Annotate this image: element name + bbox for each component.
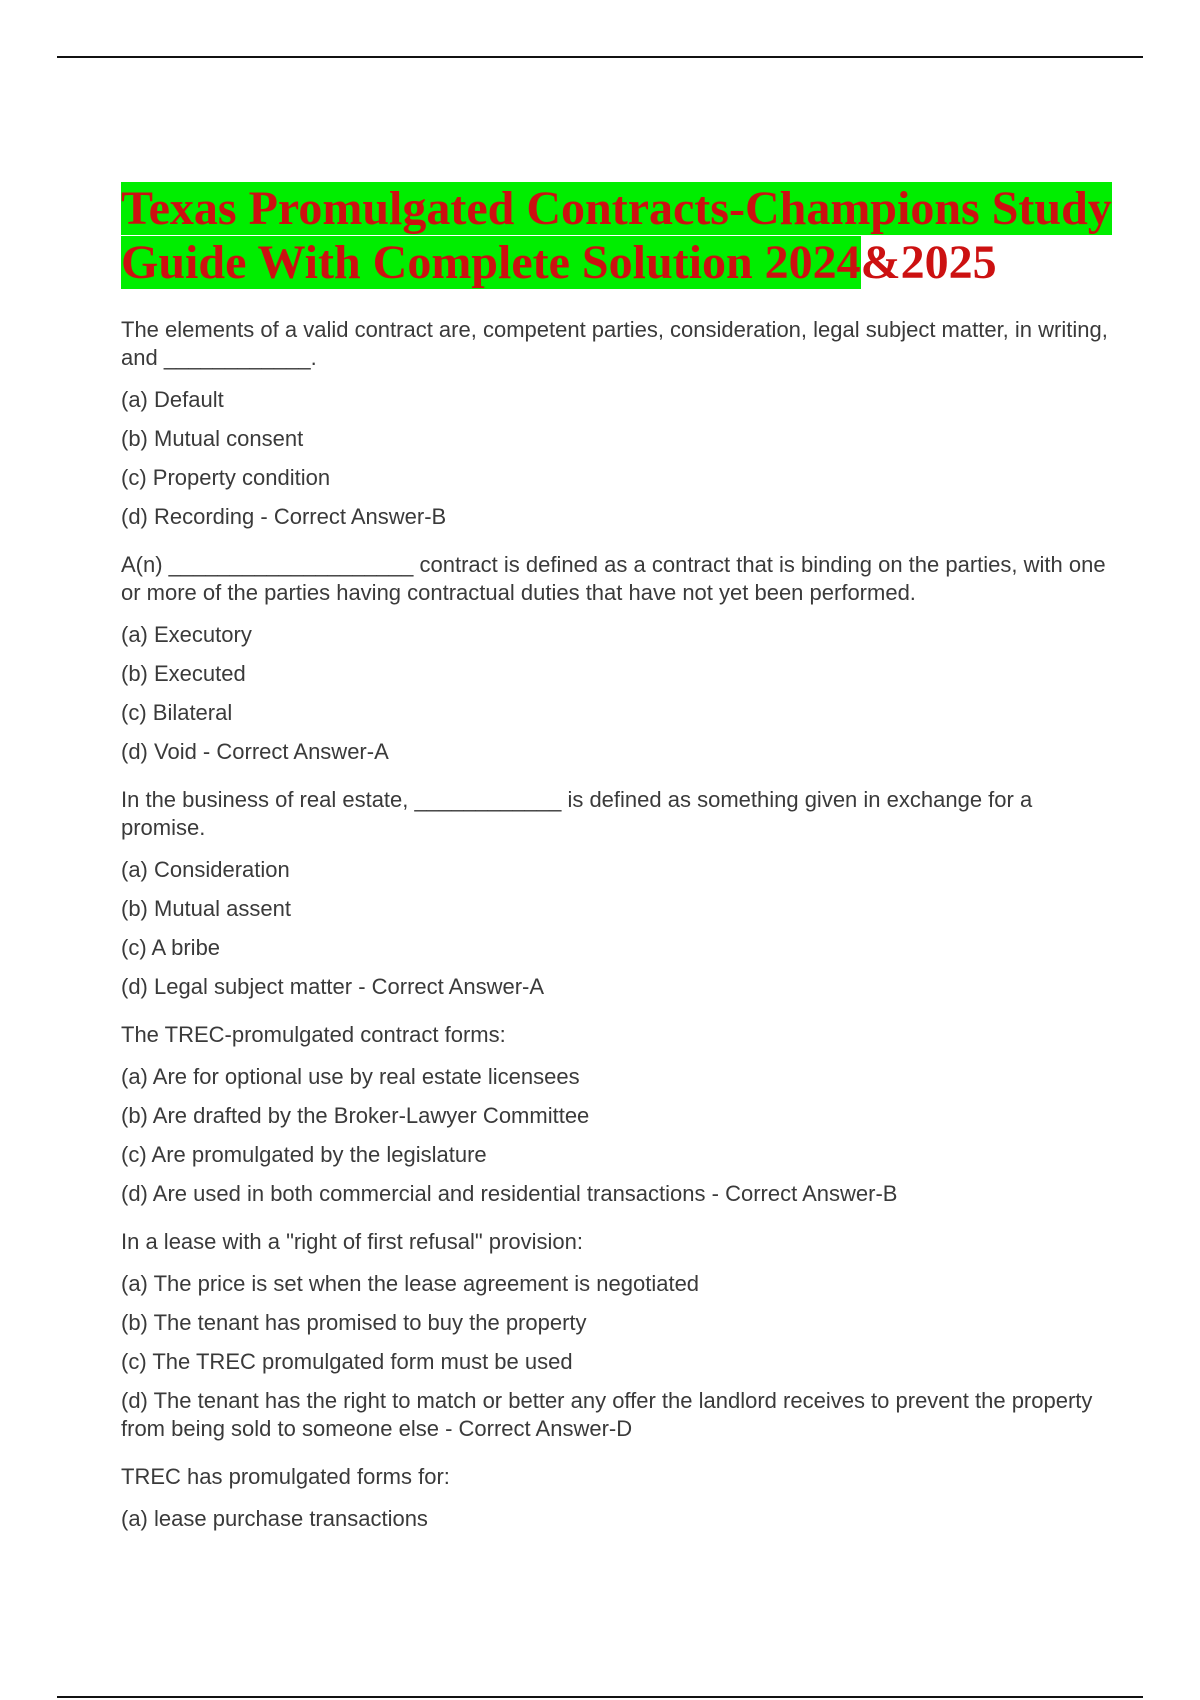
option-a: (a) Default — [121, 387, 224, 412]
document-title — [121, 182, 1121, 290]
option-b: (b) Are drafted by the Broker-Lawyer Committee — [121, 1103, 590, 1128]
option-d-answer: (d) Recording - Correct Answer-B — [121, 504, 447, 529]
option-c: (c) Are promulgated by the legislature — [121, 1142, 487, 1167]
option-b: (b) Mutual consent — [121, 426, 304, 451]
question-text: In a lease with a "right of first refusal" provision: — [121, 1229, 583, 1254]
question-list — [121, 316, 1121, 1552]
question-block-5 — [121, 1228, 1121, 1449]
option-b: (b) Mutual assent — [121, 896, 291, 921]
question-block-4 — [121, 1021, 1121, 1214]
question-block-3 — [121, 786, 1121, 1007]
option-c: (c) Bilateral — [121, 700, 233, 725]
option-d-answer: (d) Legal subject matter - Correct Answer-A — [121, 974, 545, 999]
question-block-6 — [121, 1463, 1121, 1538]
question-block-1 — [121, 316, 1121, 537]
option-a: (a) Executory — [121, 622, 252, 647]
question-text: In the business of real estate, ____________ is defined as something given in exchange for a promise. — [121, 787, 1033, 840]
question-text: A(n) ____________________ contract is defined as a contract that is binding on the parties, with one or more of the parties having contractual duties that have not yet been performed. — [121, 552, 1106, 605]
question-block-2 — [121, 551, 1121, 772]
question-text: The elements of a valid contract are, competent parties, consideration, legal subject matter, in writing, and ____________. — [121, 317, 1108, 370]
option-a: (a) lease purchase transactions — [121, 1506, 428, 1531]
footer-rule — [57, 1696, 1143, 1698]
option-a: (a) Are for optional use by real estate licensees — [121, 1064, 580, 1089]
option-a: (a) The price is set when the lease agreement is negotiated — [121, 1271, 700, 1296]
option-a: (a) Consideration — [121, 857, 290, 882]
option-b: (b) The tenant has promised to buy the property — [121, 1310, 587, 1335]
option-c: (c) The TREC promulgated form must be used — [121, 1349, 573, 1374]
option-d-answer: (d) Are used in both commercial and residential transactions - Correct Answer-B — [121, 1181, 898, 1206]
title-highlighted: Texas Promulgated Contracts-Champions Study Guide With Complete Solution 2024 — [121, 182, 1112, 289]
option-c: (c) A bribe — [121, 935, 221, 960]
title-rest: &2025 — [860, 236, 997, 289]
option-b: (b) Executed — [121, 661, 246, 686]
option-d-answer: (d) Void - Correct Answer-A — [121, 739, 389, 764]
question-text: The TREC-promulgated contract forms: — [121, 1022, 506, 1047]
option-c: (c) Property condition — [121, 465, 331, 490]
question-text: TREC has promulgated forms for: — [121, 1464, 450, 1489]
header-rule — [57, 56, 1143, 58]
option-d-answer: (d) The tenant has the right to match or better any offer the landlord receives to prevent the property from being sold to someone else - Correct Answer-D — [121, 1388, 1093, 1441]
